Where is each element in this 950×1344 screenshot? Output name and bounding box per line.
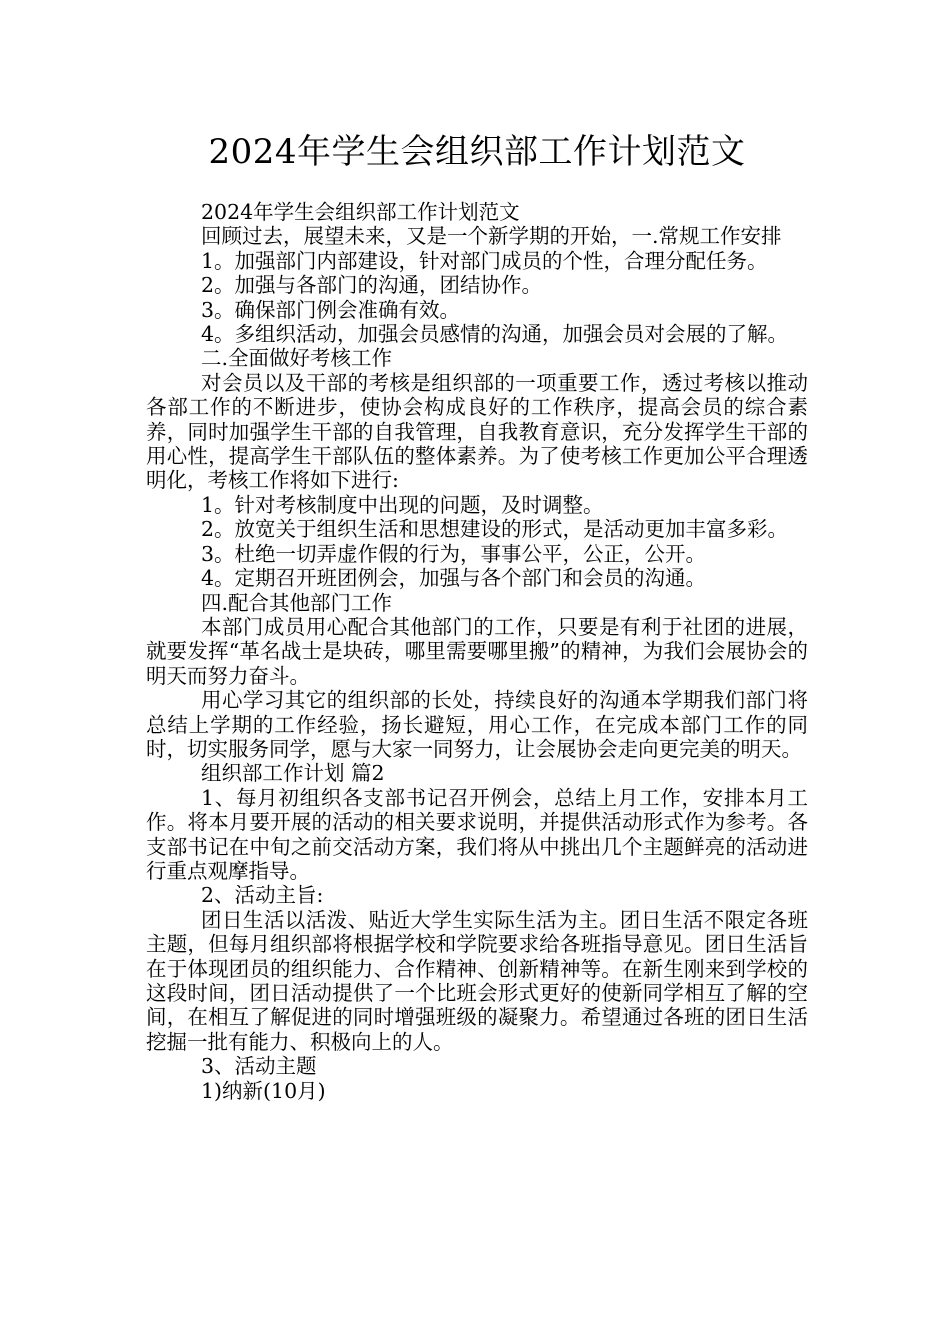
paragraph: 4。定期召开班团例会，加强与各个部门和会员的沟通。	[201, 566, 707, 591]
paragraph: 本部门成员用心配合其他部门的工作，只要是有利于社团的进展，就要发挥“革名战士是块砖，哪里需要哪里搬”的精神，为我们会展协会的明天而努力奋斗。	[146, 614, 808, 688]
paragraph: 2。放宽关于组织生活和思想建设的形式，是活动更加丰富多彩。	[201, 517, 789, 542]
paragraph: 2。加强与各部门的沟通，团结协作。	[201, 273, 543, 298]
paragraph: 1。加强部门内部建设，针对部门成员的个性，合理分配任务。	[201, 248, 768, 273]
section-heading: 四.配合其他部门工作	[201, 590, 393, 615]
paragraph: 回顾过去，展望未来，又是一个新学期的开始，一.常规工作安排	[201, 224, 782, 249]
paragraph: 2024年学生会组织部工作计划范文	[201, 200, 520, 224]
paragraph: 3。杜绝一切弄虚作假的行为，事事公平，公正，公开。	[201, 541, 707, 566]
paragraph: 1)纳新(10月)	[201, 1078, 326, 1103]
section-heading: 组织部工作计划 篇2	[201, 761, 385, 786]
paragraph: 1、每月初组织各支部书记召开例会，总结上月工作，安排本月工作。将本月要开展的活动的相关要求说明，并提供活动形式作为参考。各支部书记在中旬之前交活动方案，我们将从中挑出几个主题鲜亮的活动进行重点观摩指导。	[146, 785, 808, 883]
paragraph: 2、活动主旨:	[201, 883, 324, 908]
paragraph: 用心学习其它的组织部的长处，持续良好的沟通本学期我们部门将总结上学期的工作经验，扬长避短，用心工作，在完成本部门工作的同时，切实服务同学，愿与大家一同努力，让会展协会走向更完美的明天。	[146, 688, 808, 761]
paragraph: 3、活动主题	[201, 1054, 317, 1079]
document-page	[146, 130, 808, 1103]
paragraph: 对会员以及干部的考核是组织部的一项重要工作，透过考核以推动各部工作的不断进步，使协会构成良好的工作秩序，提高会员的综合素养，同时加强学生干部的自我管理，自我教育意识，充分发挥学生干部的用心性，提高学生干部队伍的整体素养。为了使考核工作更加公平合理透明化，考核工作将如下进行:	[146, 370, 808, 493]
paragraph: 团日生活以活泼、贴近大学生实际生活为主。团日生活不限定各班主题，但每月组织部将根据学校和学院要求给各班指导意见。团日生活旨在于体现团员的组织能力、合作精神、创新精神等。在新生刚来到学校的这段时间，团日活动提供了一个比班会形式更好的使新同学相互了解的空间，在相互了解促进的同时增强班级的凝聚力。希望通过各班的团日生活挖掘一批有能力、积极向上的人。	[146, 907, 808, 1054]
paragraph: 4。多组织活动，加强会员感情的沟通，加强会员对会展的了解。	[201, 322, 789, 347]
paragraph: 1。针对考核制度中出现的问题，及时调整。	[201, 492, 604, 517]
paragraph: 3。确保部门例会准确有效。	[201, 297, 461, 322]
section-heading: 二.全面做好考核工作	[201, 346, 393, 371]
document-title: 2024年学生会组织部工作计划范文	[208, 132, 746, 172]
document-body	[146, 200, 808, 1103]
